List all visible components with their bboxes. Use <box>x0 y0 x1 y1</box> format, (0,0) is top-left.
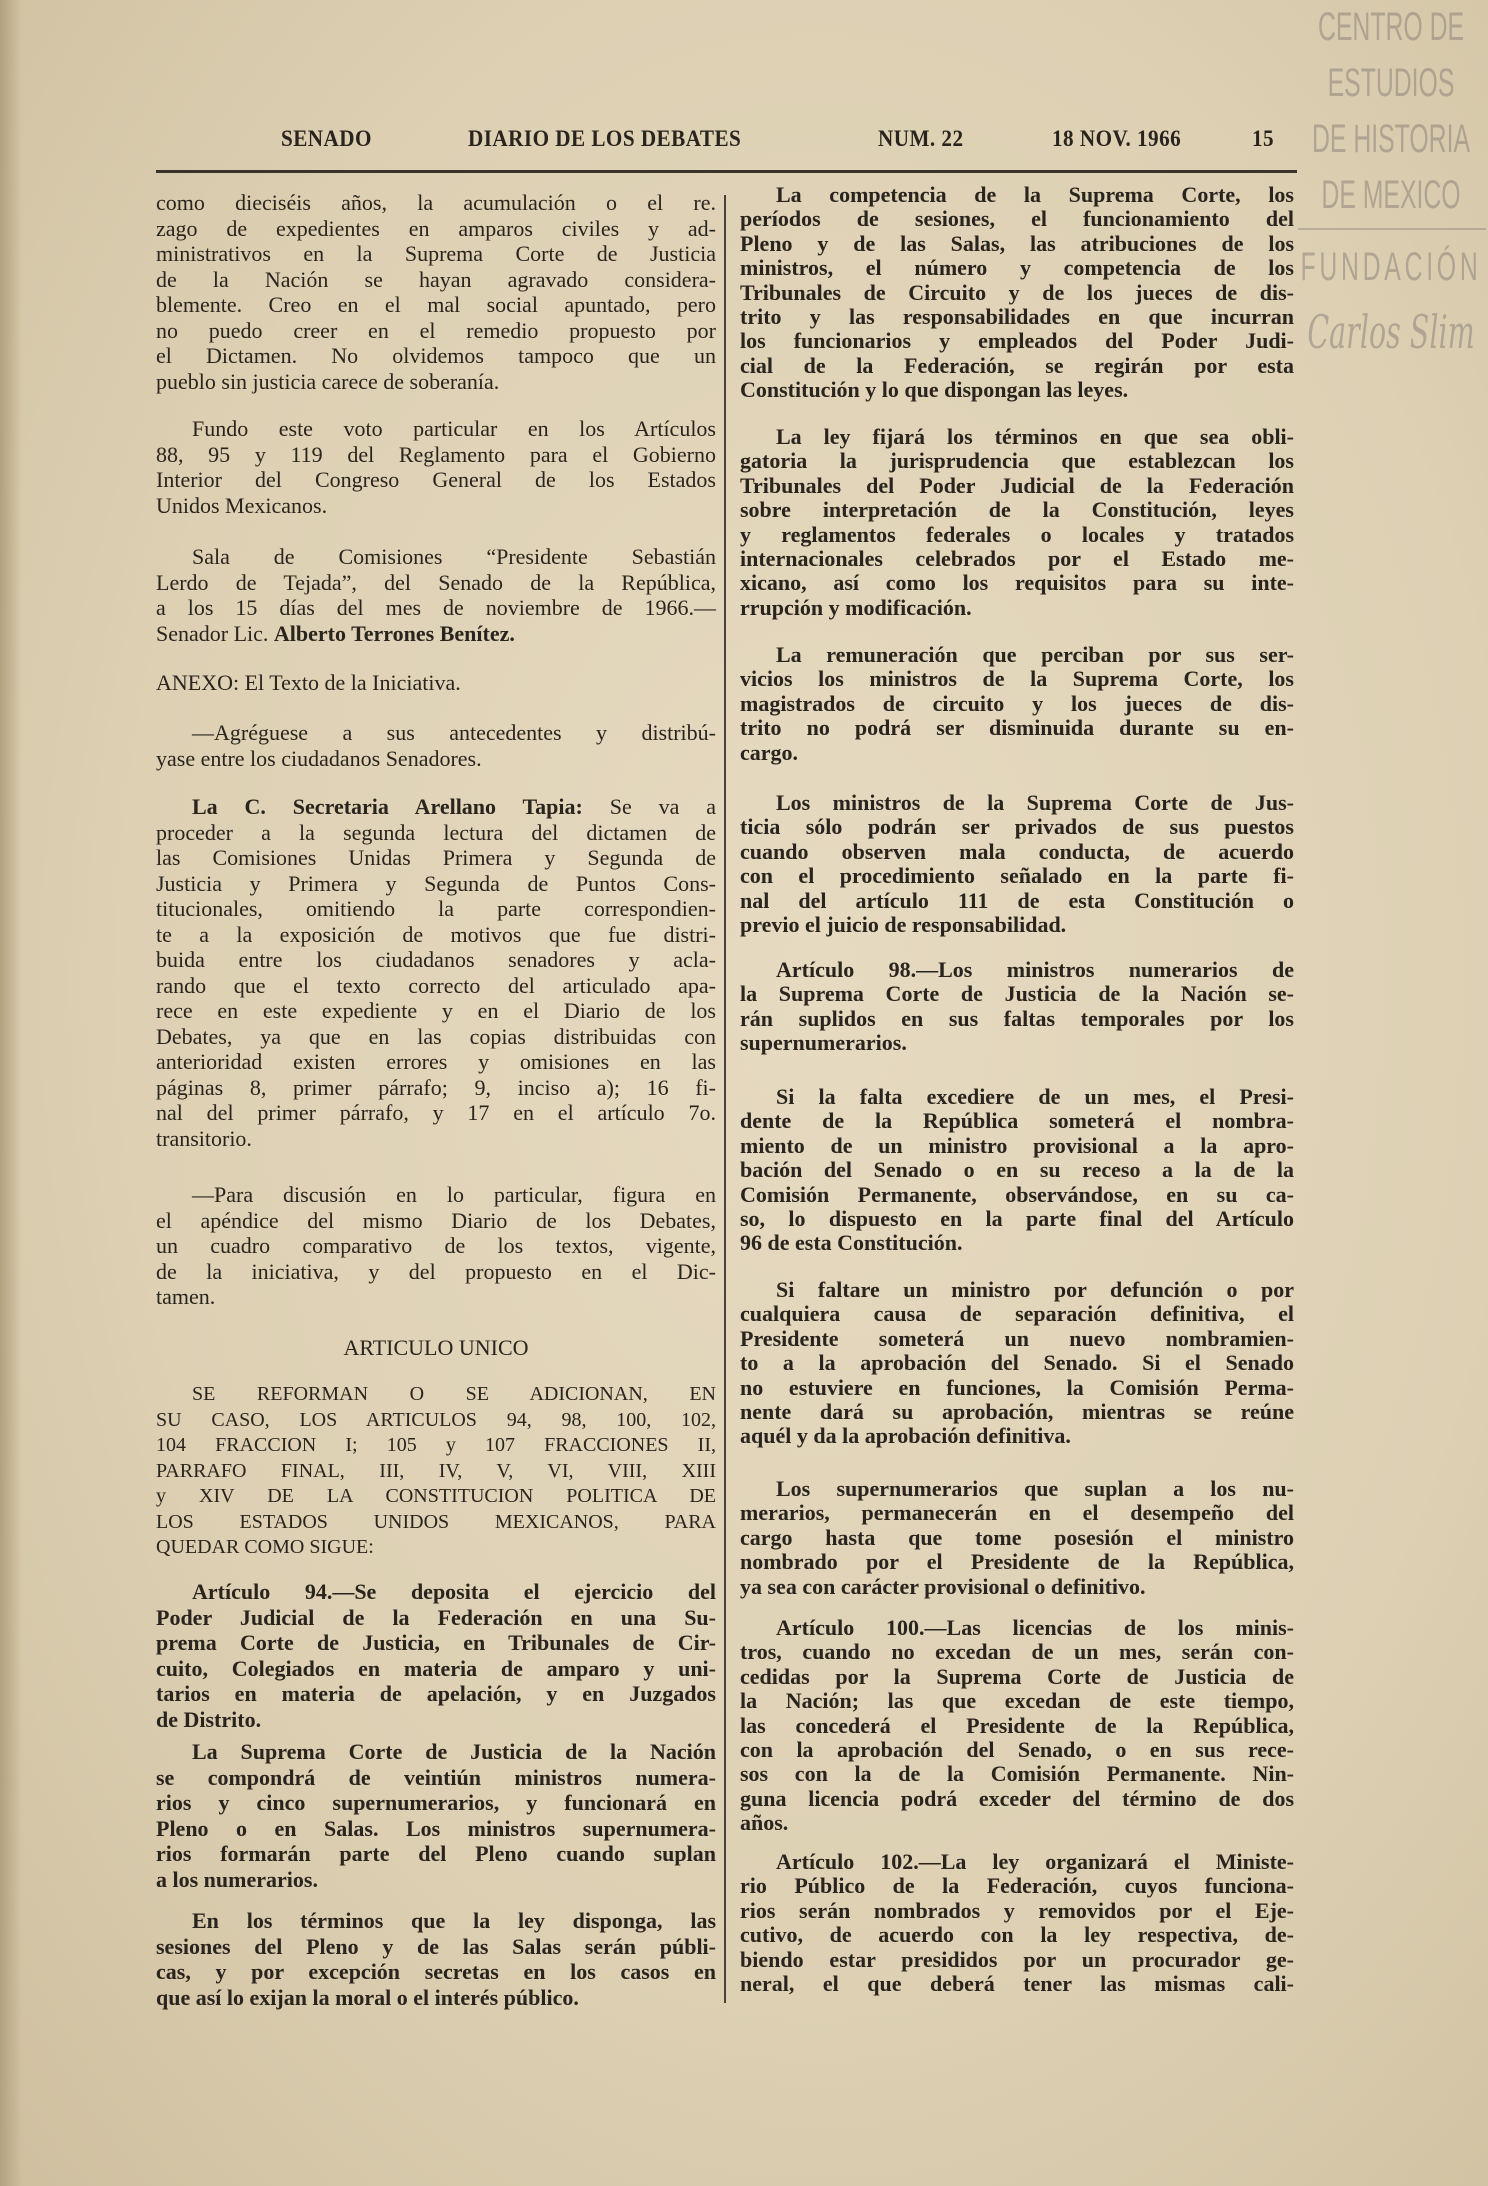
line-text: proceder a la segunda lectura del dictamen de <box>156 819 716 845</box>
text-line <box>740 643 1294 667</box>
text-line <box>156 570 716 596</box>
paragraph <box>740 1085 1294 1256</box>
line-text: SU CASO, LOS ARTICULOS 94, 98, 100, 102, <box>156 1408 716 1431</box>
line-text: bación del Senado o en su receso a la de la <box>740 1157 1294 1183</box>
text-line <box>740 913 1294 937</box>
line-text: to a la aprobación del Senado. Si el Senado <box>740 1350 1294 1376</box>
text-line <box>740 1762 1294 1786</box>
text-line <box>156 1075 716 1101</box>
text-line <box>740 1948 1294 1972</box>
paragraph <box>156 1382 716 1561</box>
paragraph <box>740 958 1294 1056</box>
watermark-line: FUNDACIÓN <box>1300 245 1482 289</box>
paragraph <box>156 544 716 646</box>
text-line <box>740 791 1294 815</box>
text-line <box>156 595 716 621</box>
line-text: Constitución y lo que dispongan las leyes. <box>740 377 1129 403</box>
text-line <box>156 1100 716 1126</box>
text-line <box>740 1616 1294 1640</box>
text-line <box>740 1714 1294 1738</box>
line-text: En los términos que la ley disponga, las <box>192 1908 716 1933</box>
line-text: Tribunales de Circuito y de los jueces de dis- <box>740 279 1294 305</box>
line-text: PARRAFO FINAL, III, IV, V, VI, VIII, XIII <box>156 1459 716 1482</box>
watermark-line: ESTUDIOS <box>1327 61 1455 105</box>
text-line <box>156 267 716 293</box>
text-line <box>156 318 716 344</box>
paragraph <box>156 190 716 394</box>
text-line <box>740 864 1294 888</box>
text-line <box>156 998 716 1024</box>
line-text: Comisión Permanente, observándose, en su ca- <box>740 1181 1294 1207</box>
text-line <box>740 1874 1294 1898</box>
line-text: Unidos Mexicanos. <box>156 492 328 518</box>
text-line <box>156 1284 716 1310</box>
text-line <box>740 523 1294 547</box>
text-line <box>740 305 1294 329</box>
text-line <box>740 425 1294 449</box>
watermark-line: CENTRO DE <box>1317 5 1465 49</box>
text-line <box>156 1024 716 1050</box>
line-text: so, lo dispuesto en la parte final del Artículo <box>740 1205 1294 1231</box>
paragraph <box>156 720 716 771</box>
text-line <box>156 621 716 647</box>
text-line <box>156 1126 716 1152</box>
text-line <box>740 1972 1294 1996</box>
line-text: nombrado por el Presidente de la República, <box>740 1549 1294 1575</box>
text-line <box>740 1134 1294 1158</box>
text-line <box>740 329 1294 353</box>
text-line <box>740 1575 1294 1599</box>
text-line <box>156 973 716 999</box>
text-line <box>740 1526 1294 1550</box>
line-text: Sala de Comisiones “Presidente Sebastián <box>192 544 716 569</box>
text-line <box>740 1923 1294 1947</box>
text-line <box>156 190 716 216</box>
line-text: SE REFORMAN O SE ADICIONAN, EN <box>192 1383 716 1405</box>
line-text: períodos de sesiones, el funcionamiento del <box>740 206 1294 232</box>
line-text: las Comisiones Unidas Primera y Segunda de <box>156 845 716 870</box>
paragraph <box>156 794 716 1151</box>
line-text: rios y cinco supernumerarios, y funcionará en <box>156 1790 716 1815</box>
line-text: anterioridad existen errores y omisiones en las <box>156 1049 716 1074</box>
text-line <box>156 1765 716 1791</box>
line-text: sesiones del Pleno y de las Salas serán públi- <box>156 1933 716 1959</box>
line-text: se compondrá de veintiún ministros numera- <box>156 1764 716 1790</box>
line-text: 88, 95 y 119 del Reglamento para el Gobierno <box>156 441 716 467</box>
line-text: cas, y por excepción secretas en los casos en <box>156 1959 716 1984</box>
text-line <box>156 1959 716 1985</box>
line-text: Si faltare un ministro por defunción o por <box>776 1277 1294 1302</box>
text-line <box>740 1665 1294 1689</box>
header-number: NUM. 22 <box>878 126 964 151</box>
line-text: Poder Judicial de la Federación en una Su- <box>156 1604 716 1630</box>
line-text: de la iniciativa, y del propuesto en el Dic- <box>156 1258 716 1284</box>
text-line <box>740 741 1294 765</box>
line-text: QUEDAR COMO SIGUE: <box>156 1536 374 1558</box>
text-line <box>156 947 716 973</box>
line-text: Los ministros de la Suprema Corte de Jus- <box>776 790 1294 815</box>
line-text: Tribunales del Poder Judicial de la Federación <box>740 472 1294 498</box>
line-text: cutivo, de acuerdo con la ley respectiva, de- <box>740 1922 1294 1948</box>
paragraph <box>740 1477 1294 1599</box>
line-text: cuito, Colegiados en materia de amparo y uni- <box>156 1655 716 1681</box>
line-text: la Nación; las que excedan de este tiempo, <box>740 1688 1294 1714</box>
line-text: LOS ESTADOS UNIDOS MEXICANOS, PARA <box>156 1510 716 1533</box>
line-text: gatoria la jurisprudencia que establezcan los <box>740 448 1294 474</box>
text-line <box>740 1899 1294 1923</box>
text-line <box>740 1477 1294 1501</box>
paragraph <box>156 1182 716 1310</box>
line-text: las concederá el Presidente de la República, <box>740 1712 1294 1738</box>
line-text: la Suprema Corte de Justicia de la Nación se- <box>740 981 1294 1007</box>
text-line <box>156 794 716 820</box>
text-line <box>156 845 716 871</box>
paragraph <box>156 1579 716 1732</box>
line-text: aquél y da la aprobación definitiva. <box>740 1423 1071 1449</box>
text-line <box>156 416 716 442</box>
line-text: Se va a <box>582 794 717 819</box>
watermark-line: DE HISTORIA <box>1311 117 1471 161</box>
line-text: neral, el que deberá tener las mismas cali- <box>740 1970 1294 1996</box>
line-text: de la Nación se hayan agravado considera- <box>156 266 716 292</box>
line-text: Pleno o en Salas. Los ministros supernumera- <box>156 1815 716 1841</box>
text-line <box>156 1934 716 1960</box>
line-text: y XIV DE LA CONSTITUCION POLITICA DE <box>156 1485 716 1507</box>
line-text: Pleno y de las Salas, las atribuciones de los <box>740 230 1294 256</box>
text-line <box>156 292 716 318</box>
text-line <box>740 183 1294 207</box>
line-text: biendo estar presididos por un procurador ge- <box>740 1946 1294 1972</box>
line-text: pueblo sin justicia carece de soberanía. <box>156 368 500 394</box>
text-line <box>156 1816 716 1842</box>
line-text: vicios los ministros de la Suprema Corte, los <box>740 666 1294 692</box>
header-page-number: 15 <box>1252 126 1275 151</box>
line-text: xicano, así como los requisitos para su inte- <box>740 570 1294 596</box>
text-line <box>740 498 1294 522</box>
line-text: cuando observen mala conducta, de acuerdo <box>740 838 1294 864</box>
header-rule <box>156 170 1297 173</box>
line-text: te a la exposición de motivos que fue distri- <box>156 921 716 947</box>
text-line <box>740 1400 1294 1424</box>
text-line <box>156 1681 716 1707</box>
text-line <box>740 889 1294 913</box>
text-line <box>740 1007 1294 1031</box>
line-text: dente de la República someterá el nombra- <box>740 1108 1294 1134</box>
line-text: titucionales, omitiendo la parte correspondien- <box>156 896 716 921</box>
text-line <box>740 1278 1294 1302</box>
line-text: Presidente someterá un nuevo nombramien- <box>740 1325 1294 1351</box>
text-line <box>740 815 1294 839</box>
header-publication: DIARIO DE LOS DEBATES <box>468 126 742 151</box>
text-line <box>156 896 716 922</box>
text-line <box>156 1382 716 1408</box>
paragraph <box>156 670 716 696</box>
text-line <box>156 1656 716 1682</box>
text-line <box>156 922 716 948</box>
line-text: merarios, permanecerán en el desempeño del <box>740 1500 1294 1526</box>
text-line <box>156 467 716 493</box>
text-line <box>156 1259 716 1285</box>
header-date: 18 NOV. 1966 <box>1052 126 1182 151</box>
line-text: rando que el texto correcto del articulado apa- <box>156 972 716 998</box>
line-text: cargo hasta que tome posesión el ministro <box>740 1524 1294 1550</box>
text-line <box>740 1811 1294 1835</box>
line-text: el apéndice del mismo Diario de los Debates, <box>156 1207 716 1233</box>
line-text: páginas 8, primer párrafo; 9, inciso a); 16 fi- <box>156 1074 716 1100</box>
text-line <box>156 343 716 369</box>
text-line <box>740 232 1294 256</box>
text-line <box>156 1433 716 1459</box>
paragraph <box>740 425 1294 620</box>
text-line <box>740 596 1294 620</box>
text-line <box>740 1550 1294 1574</box>
text-line <box>156 1841 716 1867</box>
text-line <box>156 746 716 772</box>
line-text: —Para discusión en lo particular, figura en <box>192 1182 716 1207</box>
text-line <box>156 1739 716 1765</box>
paragraph <box>740 1850 1294 1996</box>
line-text: La Suprema Corte de Justicia de la Nación <box>192 1739 716 1764</box>
text-line <box>156 1408 716 1434</box>
line-text: supernumerarios. <box>740 1030 907 1056</box>
text-line <box>740 1031 1294 1055</box>
line-text: ministros, el número y competencia de los <box>740 255 1294 281</box>
line-text: Interior del Congreso General de los Estados <box>156 467 716 492</box>
text-line <box>740 692 1294 716</box>
text-line <box>740 547 1294 571</box>
text-line <box>156 871 716 897</box>
line-text: rrupción y modificación. <box>740 594 972 620</box>
paragraph <box>740 183 1294 403</box>
text-line <box>156 1579 716 1605</box>
text-line <box>740 840 1294 864</box>
column-divider <box>724 195 726 2003</box>
line-text: cualquiera causa de separación definitiva, el <box>740 1301 1294 1327</box>
line-text: —Agréguese a sus antecedentes y distribú- <box>192 720 716 745</box>
text-line <box>156 1484 716 1510</box>
line-text: internacionales celebrados por el Estado me- <box>740 545 1294 571</box>
line-text: ministrativos en la Suprema Corte de Justicia <box>156 241 716 266</box>
line-text: Lerdo de Tejada”, del Senado de la República, <box>156 569 716 595</box>
line-text: nente dará su aprobación, mientras se reúne <box>740 1398 1294 1424</box>
line-text: no puedo creer en el remedio propuesto por <box>156 317 716 343</box>
line-text: rios serán nombrados y removidos por el Eje- <box>740 1897 1294 1923</box>
text-line <box>156 1707 716 1733</box>
text-line <box>156 1605 716 1631</box>
line-text: 104 FRACCION I; 105 y 107 FRACCIONES II, <box>156 1434 716 1456</box>
line-text: tamen. <box>156 1284 216 1309</box>
text-line <box>740 958 1294 982</box>
line-text: cial de la Federación, se regirán por esta <box>740 352 1294 378</box>
text-line <box>156 241 716 267</box>
paragraph <box>156 416 716 518</box>
watermark-rule <box>1298 228 1486 230</box>
line-text: trito y las responsabilidades en que incurran <box>740 303 1294 329</box>
text-line <box>156 216 716 242</box>
text-line <box>156 1049 716 1075</box>
line-text: con el procedimiento señalado en la parte fi- <box>740 863 1294 889</box>
line-text: ticia sólo podrán ser privados de sus puestos <box>740 814 1294 840</box>
watermark-line: DE MEXICO <box>1321 173 1461 217</box>
text-line <box>740 716 1294 740</box>
line-text: ANEXO: El Texto de la Iniciativa. <box>156 670 461 695</box>
text-line <box>740 378 1294 402</box>
paragraph <box>156 1739 716 1892</box>
line-text: no estuviere en funciones, la Comisión Perma- <box>740 1374 1294 1400</box>
line-text: a los 15 días del mes de noviembre de 1966.— <box>156 595 716 620</box>
line-text: Artículo 100.—Las licencias de los minis- <box>776 1615 1294 1640</box>
line-text: Artículo 94.—Se deposita el ejercicio del <box>192 1579 716 1604</box>
text-line <box>740 1109 1294 1133</box>
line-text: Los supernumerarios que suplan a los nu- <box>776 1476 1294 1501</box>
line-text: el Dictamen. No olvidemos tampoco que un <box>156 343 716 368</box>
text-line <box>156 369 716 395</box>
line-text: rio Público de la Federación, cuyos funciona- <box>740 1873 1294 1899</box>
text-line <box>740 1085 1294 1109</box>
text-line <box>156 1908 716 1934</box>
line-text: nal del primer párrafo, y 17 en el artículo 7o. <box>156 1100 716 1125</box>
text-line <box>156 1459 716 1485</box>
line-text: magistrados de circuito y los jueces de dis- <box>740 690 1294 716</box>
line-text: y reglamentos federales o locales y tratados <box>740 521 1294 547</box>
line-text: los funcionarios y empleados del Poder Judi- <box>740 328 1294 354</box>
line-text: cargo. <box>740 739 799 765</box>
line-text: guna licencia podrá exceder del término de dos <box>740 1785 1294 1811</box>
text-line <box>740 256 1294 280</box>
line-text: Debates, ya que en las copias distribuidas con <box>156 1023 716 1049</box>
line-text: Artículo 102.—La ley organizará el Ministe- <box>776 1849 1294 1874</box>
line-text: cedidas por la Suprema Corte de Justicia de <box>740 1663 1294 1689</box>
text-line <box>740 1501 1294 1525</box>
text-line <box>740 474 1294 498</box>
header-chamber: SENADO <box>281 126 372 151</box>
text-line <box>156 442 716 468</box>
line-text: tarios en materia de apelación, y en Juzgados <box>156 1681 716 1706</box>
signatory-name: Alberto Terrones Benítez. <box>273 620 515 646</box>
text-line <box>156 1510 716 1536</box>
text-line <box>740 1738 1294 1762</box>
text-line <box>156 1985 716 2011</box>
section-heading: ARTICULO UNICO <box>343 1335 529 1360</box>
line-text: sobre interpretación de la Constitución, leyes <box>740 497 1294 523</box>
line-text: rán suplidos en sus faltas temporales por los <box>740 1005 1294 1031</box>
speaker-name: La C. Secretaria Arellano Tapia: <box>192 794 583 819</box>
line-text: zago de expedientes en amparos civiles y ad- <box>156 215 716 241</box>
text-line <box>740 1302 1294 1326</box>
paragraph <box>740 791 1294 937</box>
text-line <box>156 820 716 846</box>
text-line <box>740 1850 1294 1874</box>
text-line <box>156 720 716 746</box>
text-line <box>156 1790 716 1816</box>
line-text: buida entre los ciudadanos senadores y acla- <box>156 947 716 972</box>
line-text: yase entre los ciudadanos Senadores. <box>156 745 482 771</box>
line-text: La remuneración que perciban por sus ser- <box>776 642 1294 667</box>
line-text: Justicia y Primera y Segunda de Puntos Cons- <box>156 870 716 896</box>
line-text: un cuadro comparativo de los textos, vigente, <box>156 1233 716 1258</box>
paragraph <box>740 1278 1294 1449</box>
line-text: tros, cuando no excedan de un mes, serán con- <box>740 1639 1294 1665</box>
line-text: ya sea con carácter provisional o definitivo. <box>740 1573 1146 1599</box>
text-line <box>156 1867 716 1893</box>
text-line <box>740 354 1294 378</box>
paragraph <box>740 1616 1294 1836</box>
line-text: transitorio. <box>156 1125 252 1151</box>
text-line <box>156 493 716 519</box>
line-text: La ley fijará los términos en que sea obli- <box>776 424 1294 449</box>
line-text: Si la falta excediere de un mes, el Presi- <box>776 1084 1294 1109</box>
text-line <box>740 571 1294 595</box>
watermark-signature: Carlos Slim <box>1307 305 1475 359</box>
text-line <box>740 1207 1294 1231</box>
text-line <box>740 1640 1294 1664</box>
line-text: La competencia de la Suprema Corte, los <box>776 182 1294 207</box>
line-text: como dieciséis años, la acumulación o el re. <box>156 190 716 215</box>
text-line <box>740 281 1294 305</box>
text-line <box>156 670 716 696</box>
text-line <box>740 1376 1294 1400</box>
text-line <box>740 1183 1294 1207</box>
line-text: sos con la de la Comisión Permanente. Nin- <box>740 1761 1294 1787</box>
text-line <box>740 1327 1294 1351</box>
text-line <box>740 667 1294 691</box>
text-line <box>740 1158 1294 1182</box>
text-line <box>740 1351 1294 1375</box>
line-text: Senador Lic. <box>156 620 274 646</box>
line-text: con la aprobación del Senado, o en sus rece- <box>740 1736 1294 1762</box>
line-text: que así lo exijan la moral o el interés público. <box>156 1984 579 2010</box>
line-text: 96 de esta Constitución. <box>740 1230 963 1256</box>
text-line <box>740 1689 1294 1713</box>
line-text: prema Corte de Justicia, en Tribunales de Cir- <box>156 1630 716 1655</box>
line-text: Artículo 98.—Los ministros numerarios de <box>776 957 1294 982</box>
line-text: miento de un ministro provisional a la apro- <box>740 1132 1294 1158</box>
page-edge-shadow <box>0 0 22 2186</box>
text-line <box>740 1787 1294 1811</box>
text-line <box>156 1630 716 1656</box>
line-text: años. <box>740 1810 789 1836</box>
text-line <box>740 982 1294 1006</box>
line-text: previo el juicio de responsabilidad. <box>740 911 1067 937</box>
text-line <box>740 1424 1294 1448</box>
text-line <box>156 1233 716 1259</box>
line-text: blemente. Creo en el mal social apuntado, pero <box>156 292 716 317</box>
text-line <box>740 1231 1294 1255</box>
text-line <box>156 1208 716 1234</box>
line-text: trito no podrá ser disminuida durante su en- <box>740 715 1294 741</box>
paragraph <box>740 643 1294 765</box>
text-line <box>156 1182 716 1208</box>
text-line <box>740 449 1294 473</box>
line-text: nal del artículo 111 de esta Constitución o <box>740 887 1294 913</box>
line-text: Fundo este voto particular en los Artículos <box>192 416 716 441</box>
text-line <box>156 1535 716 1561</box>
line-text: rece en este expediente y en el Diario de los <box>156 998 716 1023</box>
line-text: rios formarán parte del Pleno cuando suplan <box>156 1841 716 1866</box>
line-text: a los numerarios. <box>156 1866 318 1892</box>
text-line <box>740 207 1294 231</box>
paragraph <box>156 1908 716 2010</box>
text-line <box>156 544 716 570</box>
line-text: de Distrito. <box>156 1706 262 1732</box>
